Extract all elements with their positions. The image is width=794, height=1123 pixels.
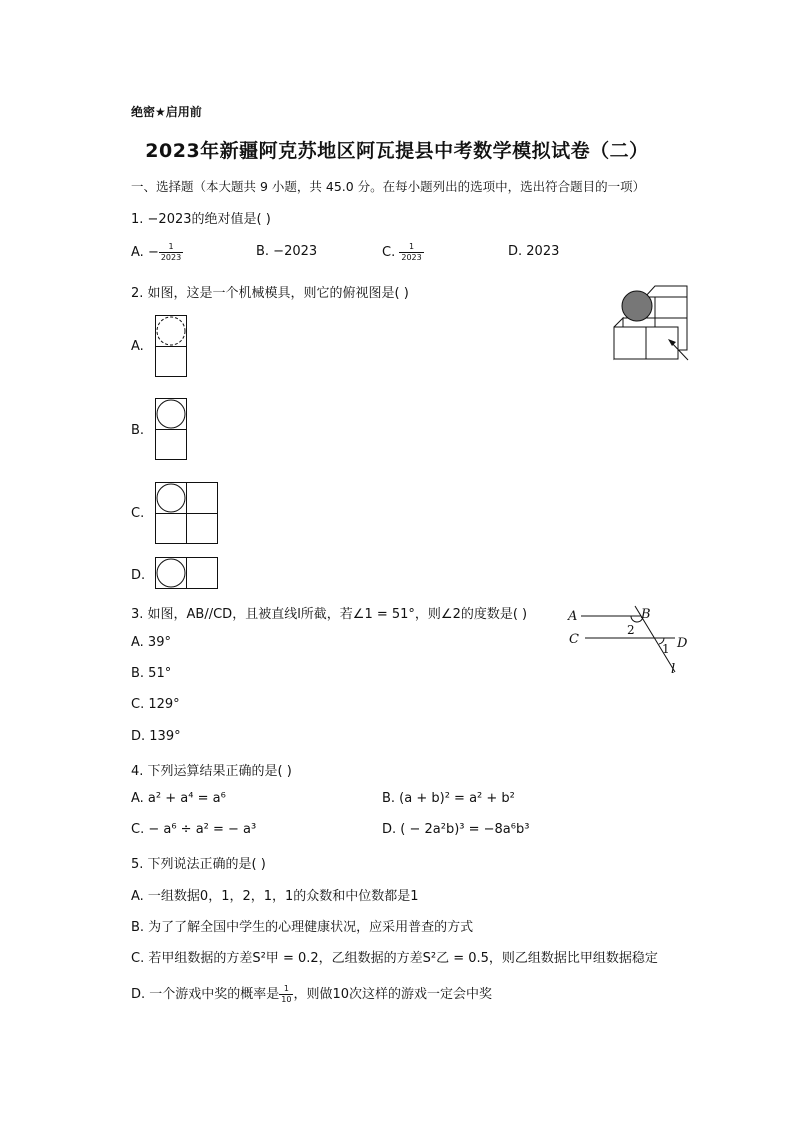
q2-option-d-figure [155, 557, 220, 591]
q3-angle-2: 2 [627, 623, 635, 637]
q3-option-d: D. 139° [131, 729, 181, 744]
page-title: 2023年新疆阿克苏地区阿瓦提县中考数学模拟试卷（二） [145, 140, 649, 162]
q4-stem: 4. 下列运算结果正确的是( ) [131, 764, 292, 779]
q3-angle-1: 1 [662, 642, 670, 656]
q2-option-c-label: C. [131, 506, 145, 521]
section-heading: 一、选择题（本大题共 9 小题，共 45.0 分。在每小题列出的选项中，选出符合题目的一项） [131, 179, 646, 194]
q4-option-c: C. − a⁶ ÷ a² = − a³ [131, 822, 257, 837]
q1-option-a: A. − $\frac{1}{2023}$ [131, 242, 182, 262]
q3-option-b: B. 51° [131, 666, 172, 681]
q2-option-b-label: B. [131, 423, 145, 438]
q3-label-c: C [569, 632, 579, 647]
q1-option-d: D. 2023 [508, 244, 560, 259]
q3-option-a: A. 39° [131, 635, 171, 650]
q3-stem: 3. 如图，AB//CD，且被直线l所截，若∠1 = 51°，则∠2的度数是( ) [131, 607, 528, 622]
q5-option-a: A. 一组数据0，1，2，1，1的众数和中位数都是1 [131, 889, 419, 904]
q3-label-a: A [568, 609, 578, 624]
q2-option-a-figure [155, 315, 189, 378]
q4-option-a: A. a² + a⁴ = a⁶ [131, 791, 226, 806]
q4-option-b: B. (a + b)² = a² + b² [382, 791, 515, 806]
q5-option-b: B. 为了了解全国中学生的心理健康状况，应采用普查的方式 [131, 920, 474, 935]
q3-label-d: D [677, 636, 688, 651]
q5-stem: 5. 下列说法正确的是( ) [131, 857, 266, 872]
q2-stem: 2. 如图，这是一个机械模具，则它的俯视图是( ) [131, 286, 409, 301]
q2-option-a-label: A. [131, 339, 144, 354]
q2-option-c-figure [155, 482, 220, 545]
q3-label-b: B [641, 607, 651, 622]
q2-option-b-figure [155, 398, 189, 461]
q4-option-d: D. ( − 2a²b)³ = −8a⁶b³ [382, 822, 530, 837]
q2-option-d-label: D. [131, 568, 146, 583]
q5-option-d: D. 一个游戏中奖的概率是 $\frac{1}{10}$ ，则做10次这样的游戏一定会中奖 [131, 984, 493, 1004]
q3-label-l: l [671, 662, 676, 677]
q1-stem: 1. −2023的绝对值是( ) [131, 212, 271, 227]
q2-mold-figure [600, 280, 700, 370]
q3-option-c: C. 129° [131, 697, 180, 712]
q1-option-b: B. −2023 [256, 244, 318, 259]
q5-option-c: C. 若甲组数据的方差S²甲 = 0.2，乙组数据的方差S²乙 = 0.5，则乙组数据比甲组数据稳定 [131, 951, 658, 966]
q1-option-c: C. $\frac{1}{2023}$ [382, 242, 422, 262]
q3-parallel-lines-figure [565, 600, 695, 680]
confidential-mark: 绝密★启用前 [131, 105, 202, 119]
